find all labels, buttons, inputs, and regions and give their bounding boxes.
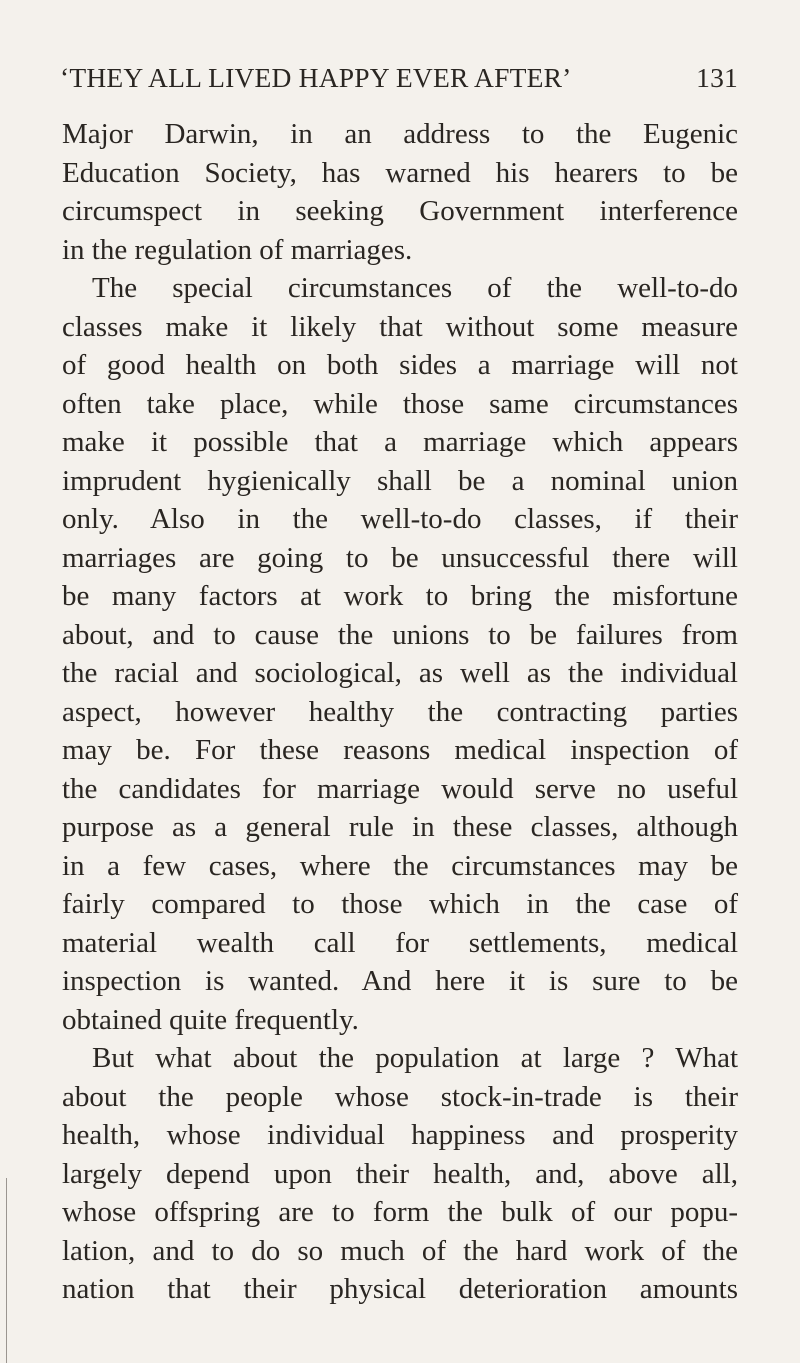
text-line: health, whose individual happiness and prosperity <box>62 1119 738 1151</box>
running-head <box>60 62 738 102</box>
text-line: often take place, while those same circumstances <box>62 387 738 420</box>
text-line: But what about the population at large ? What <box>92 1042 738 1074</box>
text-line: fairly compared to those which in the case of <box>62 888 738 920</box>
text-line: Major Darwin, in an address to the Eugenic <box>62 118 738 150</box>
text-line: purpose as a general rule in these classes, although <box>62 811 738 843</box>
text-line: make it possible that a marriage which appears <box>62 426 738 458</box>
text-line: circumspect in seeking Government interference <box>62 195 738 227</box>
text-line: the racial and sociological, as well as the individual <box>62 657 738 689</box>
text-line: only. Also in the well-to-do classes, if their <box>62 503 738 535</box>
text-line: imprudent hygienically shall be a nominal union <box>62 464 738 497</box>
text-line: of good health on both sides a marriage will not <box>62 349 738 381</box>
page-number: 131 <box>696 62 738 93</box>
text-line: about, and to cause the unions to be failures from <box>62 618 738 651</box>
text-line: marriages are going to be unsuccessful there will <box>62 541 738 574</box>
text-line: be many factors at work to bring the misfortune <box>62 580 738 612</box>
text-line: obtained quite frequently. <box>62 1003 359 1036</box>
running-title: ‘THEY ALL LIVED HAPPY EVER AFTER’ <box>60 62 572 93</box>
text-line: may be. For these reasons medical inspection of <box>62 734 738 766</box>
text-line: aspect, however healthy the contracting parties <box>62 695 738 728</box>
body-text <box>62 115 738 1309</box>
page-edge-line <box>6 1178 7 1363</box>
text-line: largely depend upon their health, and, above all, <box>62 1157 738 1190</box>
text-line: material wealth call for settlements, medical <box>62 926 738 959</box>
text-line: Education Society, has warned his hearers to be <box>62 156 738 189</box>
text-line: in the regulation of marriages. <box>62 233 413 266</box>
text-line: classes make it likely that without some measure <box>62 310 738 343</box>
text-line: nation that their physical deterioration amounts <box>62 1273 738 1305</box>
text-line: whose offspring are to form the bulk of our popu- <box>62 1196 738 1228</box>
text-line: inspection is wanted. And here it is sure to be <box>62 965 738 997</box>
text-line: about the people whose stock-in-trade is their <box>62 1080 738 1113</box>
text-line: The special circumstances of the well-to-do <box>92 272 738 304</box>
text-line: in a few cases, where the circumstances may be <box>62 849 738 882</box>
text-line: lation, and to do so much of the hard work of the <box>62 1234 738 1267</box>
text-line: the candidates for marriage would serve no useful <box>62 772 738 805</box>
